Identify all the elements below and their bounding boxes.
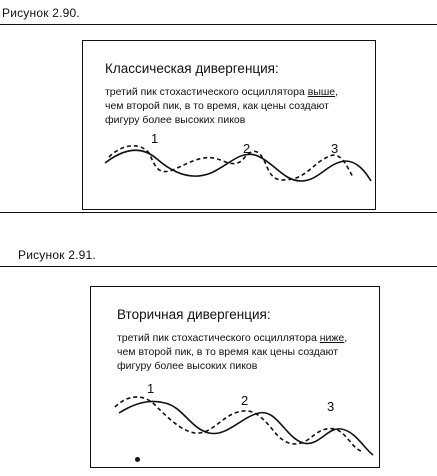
description-line: фигуру более высоких пиков <box>105 114 246 126</box>
peak-label-2: 2 <box>243 141 251 156</box>
figure-frame <box>90 286 380 468</box>
description-line: чем второй пик, в то время, как цены создают <box>105 100 329 112</box>
description-line: третий пик стохастического осциллятора выше, <box>105 86 339 98</box>
description-line: третий пик стохастического осциллятора ниже, <box>117 332 348 344</box>
description-line: чем второй пик, в то время как цены создают <box>117 346 339 358</box>
figure-label: Рисунок 2.91. <box>18 248 96 262</box>
frame-title: Классическая дивергенция: <box>105 61 279 76</box>
peak-label-1: 1 <box>147 381 155 396</box>
divider <box>0 212 437 213</box>
emphasis-word: выше <box>307 86 336 98</box>
ink-dot <box>135 457 140 462</box>
peak-label-3: 3 <box>331 141 339 156</box>
divergence-diagram <box>83 41 377 211</box>
description-line: фигуру более высоких пиков <box>117 360 258 372</box>
divider <box>0 266 437 267</box>
figure-label: Рисунок 2.90. <box>2 6 80 20</box>
divergence-diagram <box>91 287 381 469</box>
peak-label-2: 2 <box>241 393 249 408</box>
oscillator-line <box>109 146 353 180</box>
peak-label-3: 3 <box>327 399 335 414</box>
emphasis-word: ниже <box>319 332 345 344</box>
price-line <box>119 401 373 455</box>
figure-frame <box>82 40 376 210</box>
peak-label-1: 1 <box>151 131 159 146</box>
divider <box>0 24 437 25</box>
frame-title: Вторичная дивергенция: <box>117 307 271 322</box>
